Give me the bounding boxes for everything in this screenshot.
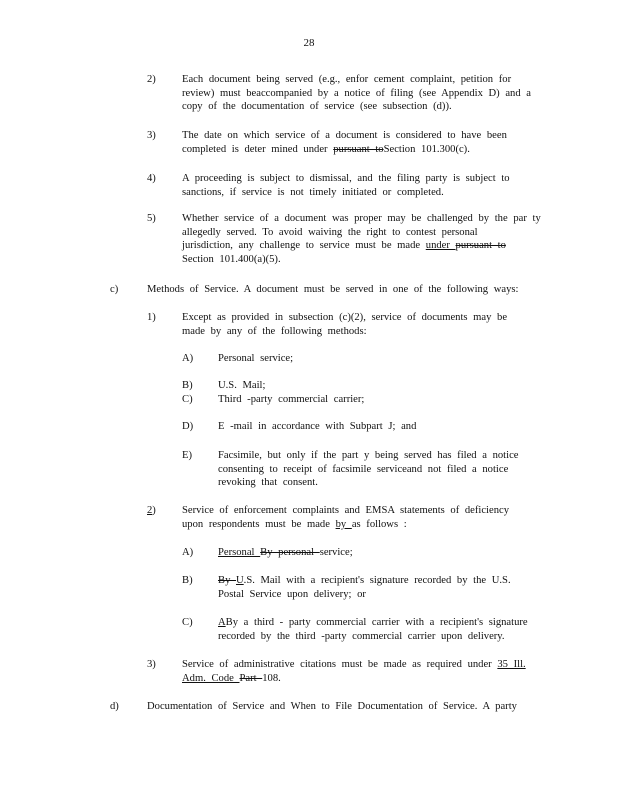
item-number: B) (182, 575, 193, 586)
inserted-text: under (425, 240, 456, 252)
item-text: Personal service; (218, 353, 294, 364)
text-line: Each document being served (e.g., enfor cement complaint, petition for (182, 74, 512, 85)
item-number: 1) (147, 312, 156, 323)
item-number: 2) (147, 74, 156, 85)
item-text: Service of administrative citations must be made as required under 35 Ill. Adm. Code Part 108. (182, 659, 526, 684)
item-text: ABy a third - party commercial carrier with a recipient's signature recorded by the third -party commercial carrier upon delivery. (218, 617, 528, 642)
text-line: Service of enforcement complaints and EMSA statements of deficiency (182, 505, 510, 516)
text-line: A proceeding is subject to dismissal, and the filing party is subject to (182, 173, 510, 184)
struck-text: pursuant to (333, 143, 384, 155)
inserted-text: Personal (218, 547, 261, 558)
struck-text: pursuant to (455, 240, 506, 252)
item-number: 4) (147, 173, 156, 184)
text-line: jurisdiction, any challenge to service must be made under pursuant to (182, 240, 506, 252)
item-number: C) (182, 394, 193, 405)
struck-text: By personal (260, 547, 320, 558)
item-text: U.S. Mail; (218, 380, 266, 391)
item-text (182, 73, 531, 114)
text-line: consenting to receipt of facsimile serviceand not filed a notice (218, 463, 509, 475)
struck-text: By (218, 575, 237, 586)
item-text: By U.S. Mail with a recipient's signature recorded by the U.S. Postal Service upon delivery; or (218, 575, 511, 600)
subsection-letter: d) (110, 701, 119, 712)
struck-text: Part (239, 672, 263, 684)
item-number: A) (182, 353, 194, 364)
item-number: D) (182, 421, 194, 432)
inserted-text: A (218, 617, 226, 628)
text-line: Except as provided in subsection (c)(2), service of documents may be (182, 312, 508, 323)
text-line: completed is deter mined under pursuant toSection 101.300(c). (182, 143, 470, 155)
text-line: recorded by the third -party commercial carrier upon delivery. (218, 630, 505, 642)
item-number: 3) (147, 659, 156, 670)
text-line: sanctions, if service is not timely initiated or completed. (182, 186, 444, 198)
item-number: B) (182, 380, 193, 391)
item-text (182, 311, 507, 338)
inserted-text: U (236, 575, 244, 586)
text-line: Whether service of a document was proper may be challenged by the par ty (182, 213, 541, 224)
text-line: Facsimile, but only if the part y being served has filed a notice (218, 450, 519, 461)
item-text (182, 504, 509, 531)
item-number: A) (182, 547, 194, 558)
item-text: E -mail in accordance with Subpart J; and (218, 421, 417, 432)
inserted-text: 35 Ill. (497, 659, 526, 670)
item-number: 2) (147, 505, 156, 516)
item-number: E) (182, 450, 192, 461)
text-line: allegedly served. To avoid waiving the right to contest personal (182, 226, 478, 238)
inserted-text: by (335, 518, 352, 530)
text-line: upon respondents must be made by as follows : (182, 518, 407, 530)
item-text (182, 212, 541, 266)
item-text (218, 449, 518, 490)
item-number: 5) (147, 213, 156, 224)
item-text (182, 172, 510, 199)
text-line: review) must beaccompanied by a notice of filing (see Appendix D) and a (182, 87, 531, 99)
item-number: 3) (147, 130, 156, 141)
inserted-text: Adm. Code (182, 672, 240, 684)
item-text: Personal By personal service; (218, 547, 353, 558)
text-line: revoking that consent. (218, 477, 318, 489)
subsection-heading: Methods of Service. A document must be served in one of the following ways: (147, 284, 519, 295)
item-text (182, 129, 507, 156)
subsection-heading: Documentation of Service and When to File Documentation of Service. A party (147, 701, 517, 712)
page-number: 28 (303, 37, 315, 49)
text-line: copy of the documentation of service (see subsection (d)). (182, 101, 452, 113)
text-line: Postal Service upon delivery; or (218, 588, 366, 600)
item-text: Third -party commercial carrier; (218, 394, 365, 405)
text-line: Section 101.400(a)(5). (182, 253, 281, 265)
text-line: The date on which service of a document is considered to have been (182, 130, 507, 141)
subsection-letter: c) (110, 284, 119, 295)
item-number: C) (182, 617, 193, 628)
text-line: made by any of the following methods: (182, 325, 367, 337)
